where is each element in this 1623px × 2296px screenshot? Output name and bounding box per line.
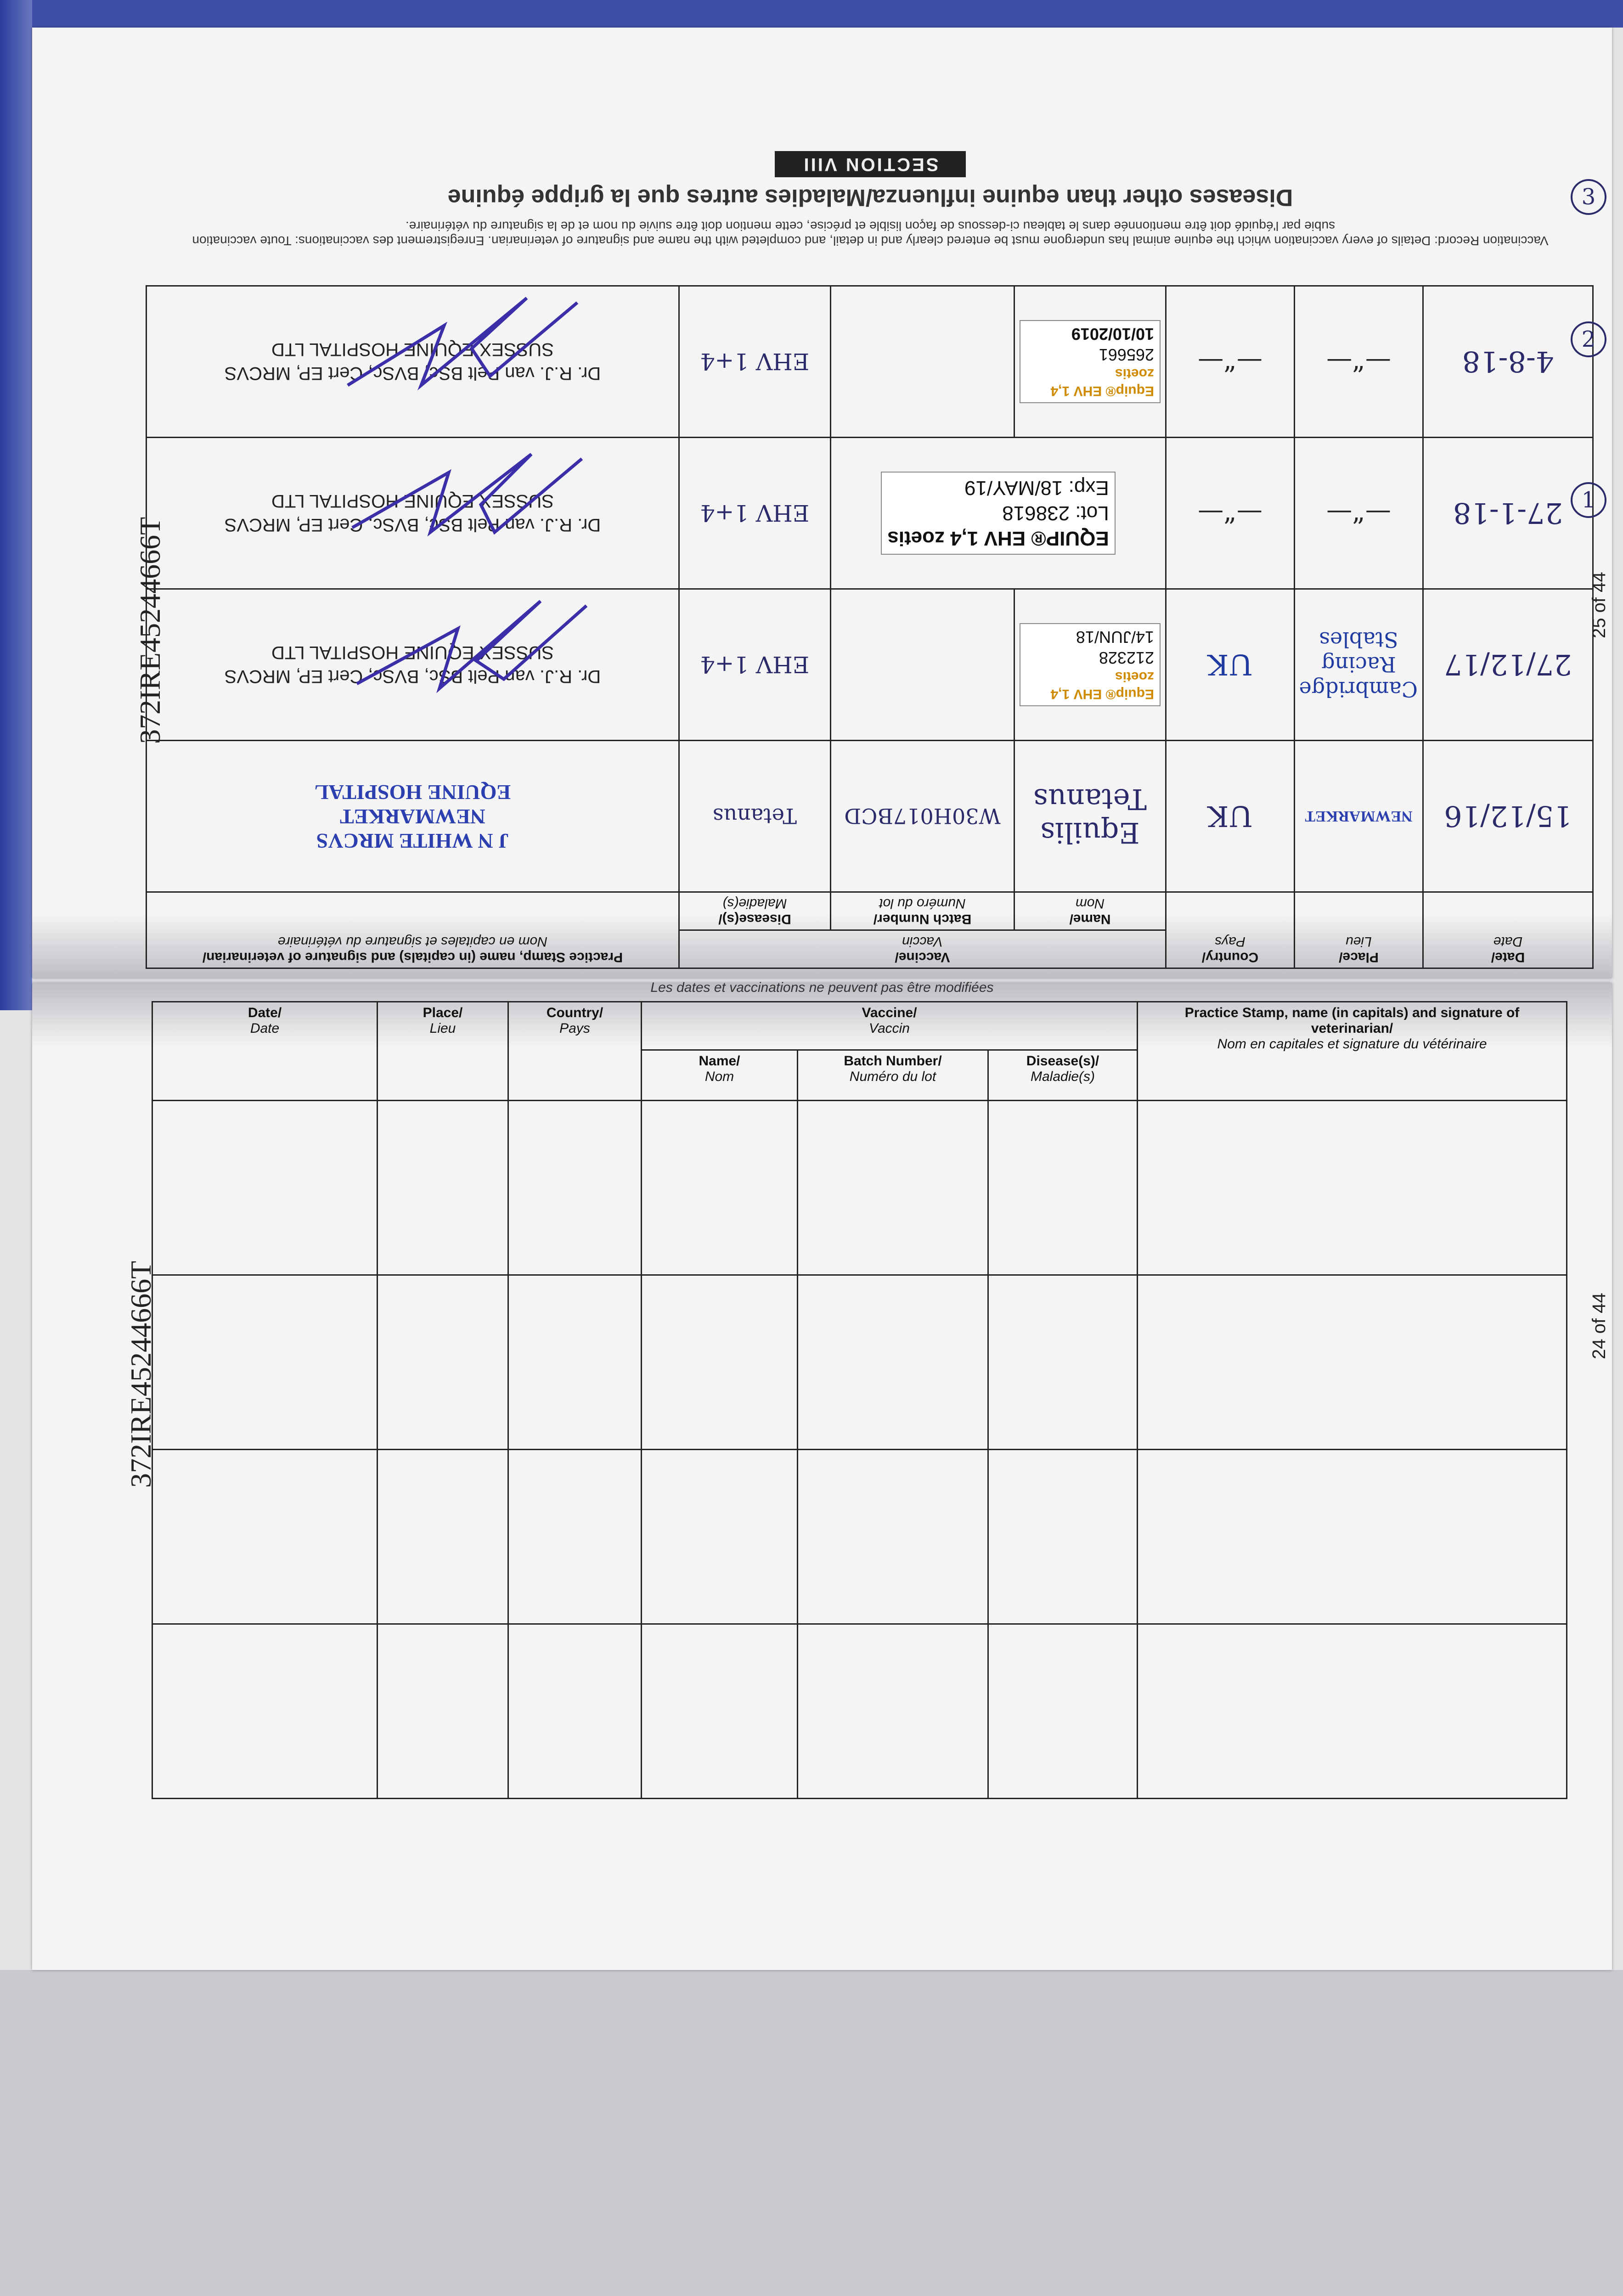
signature-scribble bbox=[338, 592, 596, 698]
cell-disease: EHV 1+4 bbox=[679, 589, 830, 741]
cell-disease: EHV 1+4 bbox=[679, 286, 830, 438]
cell-batch bbox=[831, 589, 1014, 741]
cell-vaccine-name[interactable] bbox=[642, 1275, 798, 1450]
cell-disease: Tetanus bbox=[679, 741, 830, 892]
stamp-line: J N WHITE MRCVS bbox=[316, 829, 509, 853]
cell-place[interactable] bbox=[378, 1624, 508, 1799]
cell-place: —“— bbox=[1295, 438, 1423, 589]
vet-stamp bbox=[152, 641, 674, 689]
cell-country[interactable] bbox=[508, 1624, 642, 1799]
cell-place: Cambridge Racing Stables bbox=[1295, 589, 1423, 741]
section-notice: Vaccination Record: Details of every vaccination which the equine animal has undergone must be entered clearly and in detail, and completed with the name and signature of veterinarian. Enregistrement des vaccinations: Toute vaccination subie par l'équidé doit être mentionnée dans le tableau ci-dessous de façon lisible et précise, cette mention doit être suivie du nom et de la signature du vétérinaire. bbox=[192, 219, 1549, 248]
cell-batch[interactable] bbox=[798, 1275, 988, 1450]
page-24 bbox=[32, 980, 1612, 1970]
stamp-line: EQUINE HOSPITAL bbox=[314, 781, 511, 805]
page-25 bbox=[32, 28, 1612, 978]
stamp-line: Dr. R.J. van Pelt BSc, BVSc, Cert EP, MRCVS bbox=[224, 363, 601, 384]
cell-batch[interactable] bbox=[798, 1624, 988, 1799]
cell-place: —“— bbox=[1295, 286, 1423, 438]
table-row bbox=[152, 1275, 1567, 1450]
cell-place[interactable] bbox=[378, 1450, 508, 1624]
cell-country[interactable] bbox=[508, 1275, 642, 1450]
vaccine-sticker: Equip® EHV 1,4 zoetis 212328 14/JUN/18 bbox=[1020, 623, 1161, 706]
cell-vaccine-name[interactable] bbox=[642, 1101, 798, 1275]
vaccination-table-bottom bbox=[152, 1001, 1567, 1799]
cell-batch[interactable] bbox=[798, 1101, 988, 1275]
table-row bbox=[146, 286, 1593, 438]
cell-vaccine-name: Equilis Tetanus bbox=[1014, 741, 1166, 892]
cell-stamp bbox=[146, 741, 679, 892]
cell-date: 4-8-18 bbox=[1423, 286, 1593, 438]
passport-id: 372IRE45244666T bbox=[124, 1261, 157, 1488]
cell-disease[interactable] bbox=[988, 1450, 1138, 1624]
col-country: Country/ Pays bbox=[508, 1002, 642, 1101]
signature-scribble bbox=[338, 289, 596, 395]
cell-vaccine-name bbox=[1014, 286, 1166, 438]
cell-batch[interactable] bbox=[798, 1450, 988, 1624]
table-row bbox=[146, 438, 1593, 589]
col-batch: Batch Number/ Numéro du lot bbox=[798, 1050, 988, 1101]
stamp-line: SUSSEX EQUINE HOSPITAL LTD bbox=[271, 339, 554, 360]
vet-stamp bbox=[152, 780, 674, 853]
cell-place[interactable] bbox=[378, 1101, 508, 1275]
table-row bbox=[152, 1101, 1567, 1275]
cell-country[interactable] bbox=[508, 1101, 642, 1275]
col-vaccine: Vaccine/ Vaccin bbox=[642, 1002, 1138, 1050]
col-place: Place/ Lieu bbox=[378, 1002, 508, 1101]
cell-date[interactable] bbox=[152, 1275, 378, 1450]
table-row bbox=[152, 1450, 1567, 1624]
cell-country: —“— bbox=[1166, 286, 1295, 438]
col-stamp: Practice Stamp, name (in capitals) and signature of veterinarian/ Nom en capitales et signature du vétérinaire bbox=[1138, 1002, 1567, 1101]
stamp-line: NEWMARKET bbox=[340, 805, 485, 828]
stamp-line: SUSSEX EQUINE HOSPITAL LTD bbox=[271, 491, 554, 512]
col-country: Country/ Pays bbox=[1166, 892, 1295, 968]
vet-stamp bbox=[152, 490, 674, 537]
cell-stamp[interactable] bbox=[1138, 1450, 1567, 1624]
cell-stamp bbox=[146, 286, 679, 438]
section-header bbox=[147, 151, 1594, 253]
cell-country[interactable] bbox=[508, 1450, 642, 1624]
vaccination-table-top bbox=[146, 285, 1594, 969]
cell-vaccine-name[interactable] bbox=[642, 1624, 798, 1799]
stamp-line: SUSSEX EQUINE HOSPITAL LTD bbox=[271, 642, 554, 663]
col-stamp: Practice Stamp, name (in capitals) and signature of veterinarian/ Nom en capitales et signature du vétérinaire bbox=[146, 892, 679, 968]
cell-date: 27-1-18 bbox=[1423, 438, 1593, 589]
cell-date[interactable] bbox=[152, 1624, 378, 1799]
col-name: Name/ Nom bbox=[642, 1050, 798, 1101]
col-place: Place/ Lieu bbox=[1295, 892, 1423, 968]
cell-country: UK bbox=[1166, 741, 1295, 892]
cell-stamp[interactable] bbox=[1138, 1101, 1567, 1275]
cell-country: UK bbox=[1166, 589, 1295, 741]
col-name: Name/ Nom bbox=[1014, 892, 1166, 930]
table-header-row bbox=[152, 1002, 1567, 1050]
cell-disease[interactable] bbox=[988, 1624, 1138, 1799]
cell-stamp[interactable] bbox=[1138, 1275, 1567, 1450]
cell-batch: W30H017BCD bbox=[831, 741, 1014, 892]
row-marker: 3 bbox=[1571, 179, 1606, 215]
stamp-line: Dr. R.J. van Pelt BSc, BVSc, Cert EP, MRCVS bbox=[224, 515, 601, 535]
cell-vaccine-name bbox=[831, 438, 1166, 589]
cell-stamp[interactable] bbox=[1138, 1624, 1567, 1799]
col-disease: Disease(s)/ Maladie(s) bbox=[679, 892, 830, 930]
cell-disease[interactable] bbox=[988, 1275, 1138, 1450]
cell-stamp bbox=[146, 589, 679, 741]
vet-stamp bbox=[152, 338, 674, 386]
col-batch: Batch Number/ Numéro du lot bbox=[831, 892, 1014, 930]
cell-batch bbox=[831, 286, 1014, 438]
col-vaccine: Vaccine/ Vaccin bbox=[679, 930, 1166, 968]
cell-date[interactable] bbox=[152, 1101, 378, 1275]
flipped-section bbox=[147, 110, 1594, 969]
row-marker: 1 bbox=[1571, 482, 1606, 518]
table-row bbox=[146, 741, 1593, 892]
col-disease: Disease(s)/ Maladie(s) bbox=[988, 1050, 1138, 1101]
table-row bbox=[152, 1624, 1567, 1799]
vaccine-sticker: Equip® EHV 1,4 zoetis 265661 10/10/2019 bbox=[1020, 320, 1161, 403]
notice-note: Les dates et vaccinations ne peuvent pas être modifiées bbox=[650, 980, 994, 995]
page-number: 25 of 44 bbox=[1589, 572, 1609, 638]
col-date: Date/ Date bbox=[152, 1002, 378, 1101]
signature-scribble bbox=[338, 441, 596, 546]
table-row bbox=[146, 589, 1593, 741]
stamp-line: Dr. R.J. van Pelt BSc, BVSc, Cert EP, MRCVS bbox=[224, 666, 601, 687]
page-number: 24 of 44 bbox=[1589, 1293, 1609, 1359]
cell-stamp bbox=[146, 438, 679, 589]
vaccine-sticker: EQUIP® EHV 1,4 zoetis Lot: 238618 Exp: 18/MAY/19 bbox=[881, 472, 1115, 555]
col-date: Date/ Date bbox=[1423, 892, 1593, 968]
cell-place[interactable] bbox=[378, 1275, 508, 1450]
cell-date[interactable] bbox=[152, 1450, 378, 1624]
section-label: SECTION VIII bbox=[775, 151, 966, 177]
row-marker: 2 bbox=[1571, 321, 1606, 357]
section-title: Diseases other than equine influenza/Maladies autres que la grippe équine bbox=[447, 184, 1293, 211]
cell-disease[interactable] bbox=[988, 1101, 1138, 1275]
cell-place: NEWMARKET bbox=[1295, 741, 1423, 892]
cell-vaccine-name[interactable] bbox=[642, 1450, 798, 1624]
cell-date: 15/12/16 bbox=[1423, 741, 1593, 892]
cell-date: 27/12/17 bbox=[1423, 589, 1593, 741]
cell-country: —“— bbox=[1166, 438, 1295, 589]
cell-vaccine-name bbox=[1014, 589, 1166, 741]
cell-disease: EHV 1+4 bbox=[679, 438, 830, 589]
passport-id: 372IRE45244666T bbox=[134, 517, 166, 744]
passport-cover-edge bbox=[0, 0, 32, 1010]
table-header-row bbox=[146, 930, 1593, 968]
